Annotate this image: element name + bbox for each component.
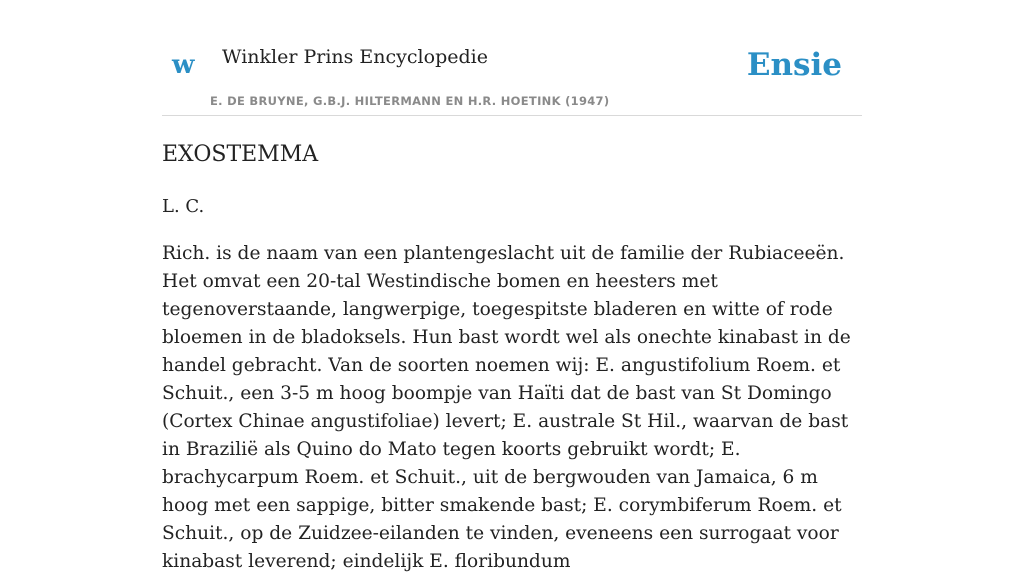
article xyxy=(162,137,862,576)
article-author: L. C. xyxy=(162,196,205,217)
article-body: Rich. is de naam van een plantengeslacht uit de familie der Rubiaceeën. Het omvat een 20-tal Westindische bomen en heesters met tegenoverstaande, langwerpige, toegespitste bladeren en witte of rode bloemen in de bladoksels. Hun bast wordt wel als onechte kinabast in de handel gebracht. Van de soorten noemen wij: E. angustifolium Roem. et Schuit., een 3-5 m hoog boompje van Haïti dat de bast van St Domingo (Cortex Chinae angustifoliae) levert; E. australe St Hil., waarvan de bast in Brazilië als Quino do Mato tegen koorts gebruikt wordt; E. brachycarpum Roem. et Schuit., uit de bergwouden van Jamaica, 6 m hoog met een sappige, bitter smakende bast; E. corymbiferum Roem. et Schuit., op de Zuidzee-eilanden te vinden, eveneens een surrogaat voor kinabast leverend; eindelijk E. floribundum xyxy=(162,243,851,572)
publication-authors: E. DE BRUYNE, G.B.J. HILTERMANN EN H.R. HOETINK (1947) xyxy=(210,94,610,108)
publication-logo-icon[interactable]: w xyxy=(172,50,195,80)
ensie-logo-link[interactable]: Ensie xyxy=(746,47,842,83)
article-title: EXOSTEMMA xyxy=(162,142,319,167)
publication-title[interactable]: Winkler Prins Encyclopedie xyxy=(222,46,488,68)
site-header xyxy=(162,0,862,116)
